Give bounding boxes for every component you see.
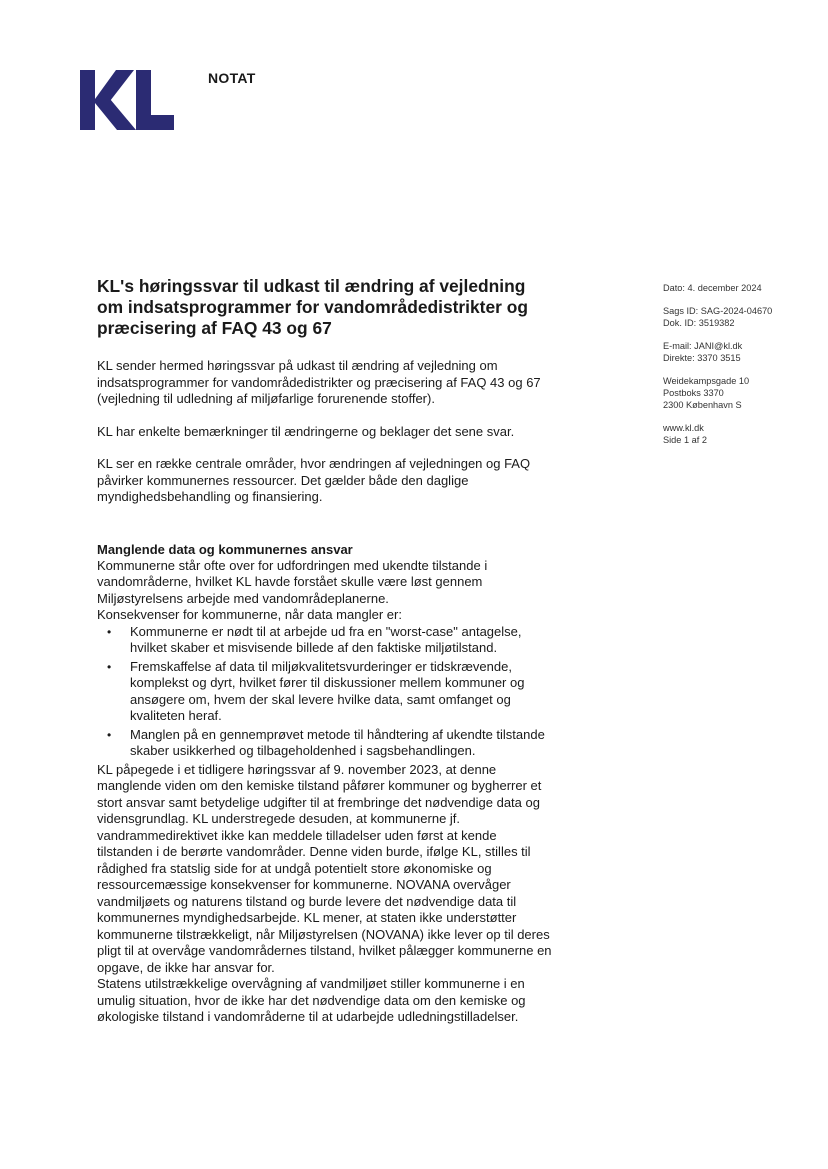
- list-item-text: Fremskaffelse af data til miljøkvalitetsvurderinger er tidskrævende, komplekst og dyrt, hvilket fører til diskussioner mellem kommuner og ansøgere om, hvem der skal levere hvilke data, samt omfanget og kvaliteten heraf.: [130, 658, 525, 723]
- document-body: [97, 276, 552, 1026]
- list-item-text: Manglen på en gennemprøvet metode til håndtering af ukendte tilstande skaber usikkerhed og tilbageholdenhed i sagsbehandlingen.: [130, 726, 545, 758]
- address-line-3: 2300 København S: [663, 400, 742, 410]
- case-id-line: Sags ID: SAG-2024-04670: [663, 306, 773, 316]
- logo-k-lower-arm: [95, 99, 136, 130]
- kl-logo: [80, 70, 180, 130]
- bullet-icon: •: [107, 624, 112, 639]
- logo-l-foot: [136, 115, 174, 130]
- list-item: [107, 726, 552, 760]
- logo-k-upper-arm: [95, 70, 134, 101]
- kl-logo-graphic: [80, 70, 180, 130]
- state-monitoring-paragraph: Statens utilstrækkelige overvågning af vandmiljøet stiller kommunerne i en umulig situation, hvor de ikke har det nødvendige data om den kemiske og økologiske tilstand i vandområderne til at udarbejde udledningstilladelser.: [97, 976, 526, 1024]
- list-item-text: Kommunerne er nødt til at arbejde ud fra en "worst-case" antagelse, hvilket skaber et misvisende billede af den faktiske miljøtilstand.: [130, 623, 522, 655]
- section-intro: Kommunerne står ofte over for udfordringen med ukendte tilstande i vandområderne, hvilket KL havde forstået skulle være løst gennem Miljøstyrelsens arbejde med vandområdeplanerne.: [97, 557, 488, 606]
- previous-consultation-paragraph: KL påpegede i et tidligere høringssvar af 9. november 2023, at denne manglende viden om den kemiske tilstand påfører kommuner og bygherrer et stort ansvar samt betydelige udgifter til at frembringe det nødvendige data og vidensgrundlag. KL understregede desuden, at kommunerne jf. vandrammedirektivet ikke kan meddele tilladelser uden først at kende tilstanden i de berørte vandområder. Denne viden burde, ifølge KL, stilles til rådighed fra statslig side for at undgå potentielt store økonomiske og ressourcemæssige konsekvenser for kommunerne. NOVANA overvåger vandmiljøets og naturens tilstand og burde levere det nødvendige data til kommunernes myndighedsarbejde. KL mener, at staten ikke understøtter kommunerne tilstrækkeligt, når Miljøstyrelsen (NOVANA) ikke lever op til deres pligt til at overvåge vandområdernes tilstand, hvilket pålægger kommunerne en opgave, de ikke har ansvar for.: [97, 761, 552, 975]
- document-title: KL's høringssvar til udkast til ændring af vejledning om indsatsprogrammer for vandområdedistrikter og præcisering af FAQ 43 og 67: [97, 276, 528, 338]
- list-item: [107, 623, 552, 657]
- bullet-icon: •: [107, 727, 112, 742]
- list-intro: Konsekvenser for kommunerne, når data mangler er:: [97, 607, 402, 622]
- doc-id-line: Dok. ID: 3519382: [663, 318, 735, 328]
- logo-k-stem: [80, 70, 95, 130]
- website-line: www.kl.dk: [663, 423, 704, 433]
- remarks-paragraph: KL har enkelte bemærkninger til ændringerne og beklager det sene svar.: [97, 423, 515, 439]
- intro-paragraph: KL sender hermed høringssvar på udkast til ændring af vejledning om indsatsprogrammer for vandområdedistrikter og præcisering af FAQ 43 og 67 (vejledning til udledning af miljøfarlige forurenende stoffer).: [97, 358, 541, 406]
- consequences-list: [97, 624, 552, 760]
- impact-paragraph: KL ser en række centrale områder, hvor ændringen af vejledningen og FAQ påvirker kommunernes ressourcer. Det gælder både den daglige myndighedsbehandling og finansiering.: [97, 456, 531, 504]
- document-metadata: [663, 282, 813, 446]
- section-heading: Manglende data og kommunernes ansvar: [97, 541, 353, 557]
- phone-line: Direkte: 3370 3515: [663, 353, 741, 363]
- section-missing-data: [97, 542, 552, 1026]
- address-line-2: Postboks 3370: [663, 388, 724, 398]
- date-line: Dato: 4. december 2024: [663, 283, 762, 293]
- list-item: [107, 658, 552, 725]
- document-type-label: NOTAT: [208, 70, 256, 86]
- bullet-icon: •: [107, 659, 112, 674]
- email-line: E-mail: JANI@kl.dk: [663, 341, 743, 351]
- address-line-1: Weidekampsgade 10: [663, 376, 750, 386]
- page-number: Side 1 af 2: [663, 435, 707, 445]
